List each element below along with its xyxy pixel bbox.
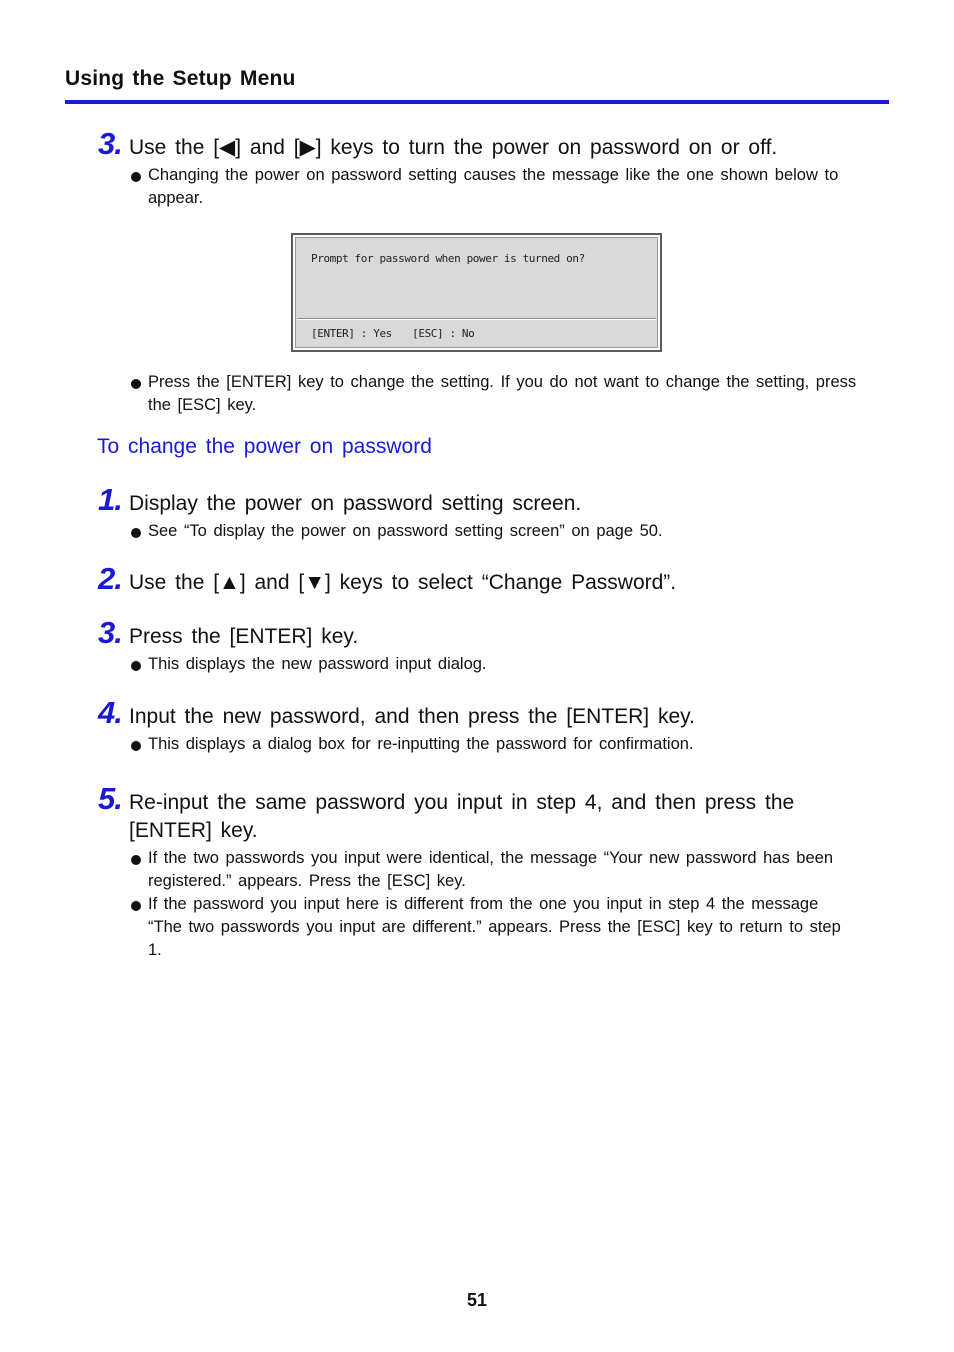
bullet-text: This displays a dialog box for re-inputting the password for confirmation. [148,735,694,753]
bullet-list [129,371,858,417]
bullet-text: If the password you input here is different from the one you input in step 4 the message “The two passwords you input are different.” appears. Press the [ESC] key to return to step 1. [148,895,841,959]
dialog-yes-hint[interactable]: [ENTER] : Yes [311,327,392,340]
intro-step [98,126,858,210]
procedure-step-5 [98,781,858,962]
step-number: 1. [98,482,122,517]
dialog-key-hints [311,327,488,340]
page-header-title: Using the Setup Menu [65,67,296,90]
bullet-item [129,893,858,962]
bullet-item [129,847,858,893]
step-number: 5. [98,781,122,816]
bullet-list [129,653,858,676]
header-rule [65,100,889,104]
confirmation-dialog [291,233,662,352]
procedure-step-2 [98,561,858,597]
step-number: 3. [98,615,122,650]
bullet-icon [131,379,141,389]
bullet-item [129,653,858,676]
bullet-text: If the two passwords you input were identical, the message “Your new password has been registered.” appears. Press the [ESC] key. [148,849,834,890]
procedure-step-3 [98,615,858,676]
bullet-text: See “To display the power on password setting screen” on page 50. [148,522,663,540]
bullet-list [129,164,858,210]
page-number: 51 [466,1290,488,1310]
procedure-step-1 [98,482,858,543]
bullet-text: Changing the power on password setting causes the message like the one shown below to appear. [148,166,839,207]
bullet-icon [131,901,141,911]
step-text: Use the [▲] and [▼] keys to select “Change Password”. [129,571,677,594]
bullet-item [129,520,858,543]
bullet-text: This displays the new password input dialog. [148,655,487,673]
step-text: Re-input the same password you input in step 4, and then press the [ENTER] key. [129,791,795,842]
dialog-message: Prompt for password when power is turned on? [311,252,585,265]
bullet-item [129,733,858,756]
bullet-list [129,847,858,962]
section-heading: To change the power on password [97,435,432,458]
bullet-item [129,371,858,417]
procedure-step-4 [98,695,858,756]
intro-step-continued [98,371,858,417]
step-number: 2. [98,561,122,596]
bullet-list [129,520,858,543]
bullet-text: Press the [ENTER] key to change the setting. If you do not want to change the setting, press the [ESC] key. [148,373,857,414]
dialog-no-hint[interactable]: [ESC] : No [412,327,475,340]
step-number: 3. [98,126,122,161]
step-text: Input the new password, and then press the [ENTER] key. [129,705,695,728]
bullet-list [129,733,858,756]
bullet-icon [131,855,141,865]
bullet-icon [131,741,141,751]
bullet-item [129,164,858,210]
step-number: 4. [98,695,122,730]
bullet-icon [131,661,141,671]
dialog-divider [297,318,656,320]
step-text: Display the power on password setting screen. [129,492,582,515]
bullet-icon [131,528,141,538]
bullet-icon [131,172,141,182]
step-text: Use the [◀] and [▶] keys to turn the power on password on or off. [129,136,778,159]
step-text: Press the [ENTER] key. [129,625,359,648]
